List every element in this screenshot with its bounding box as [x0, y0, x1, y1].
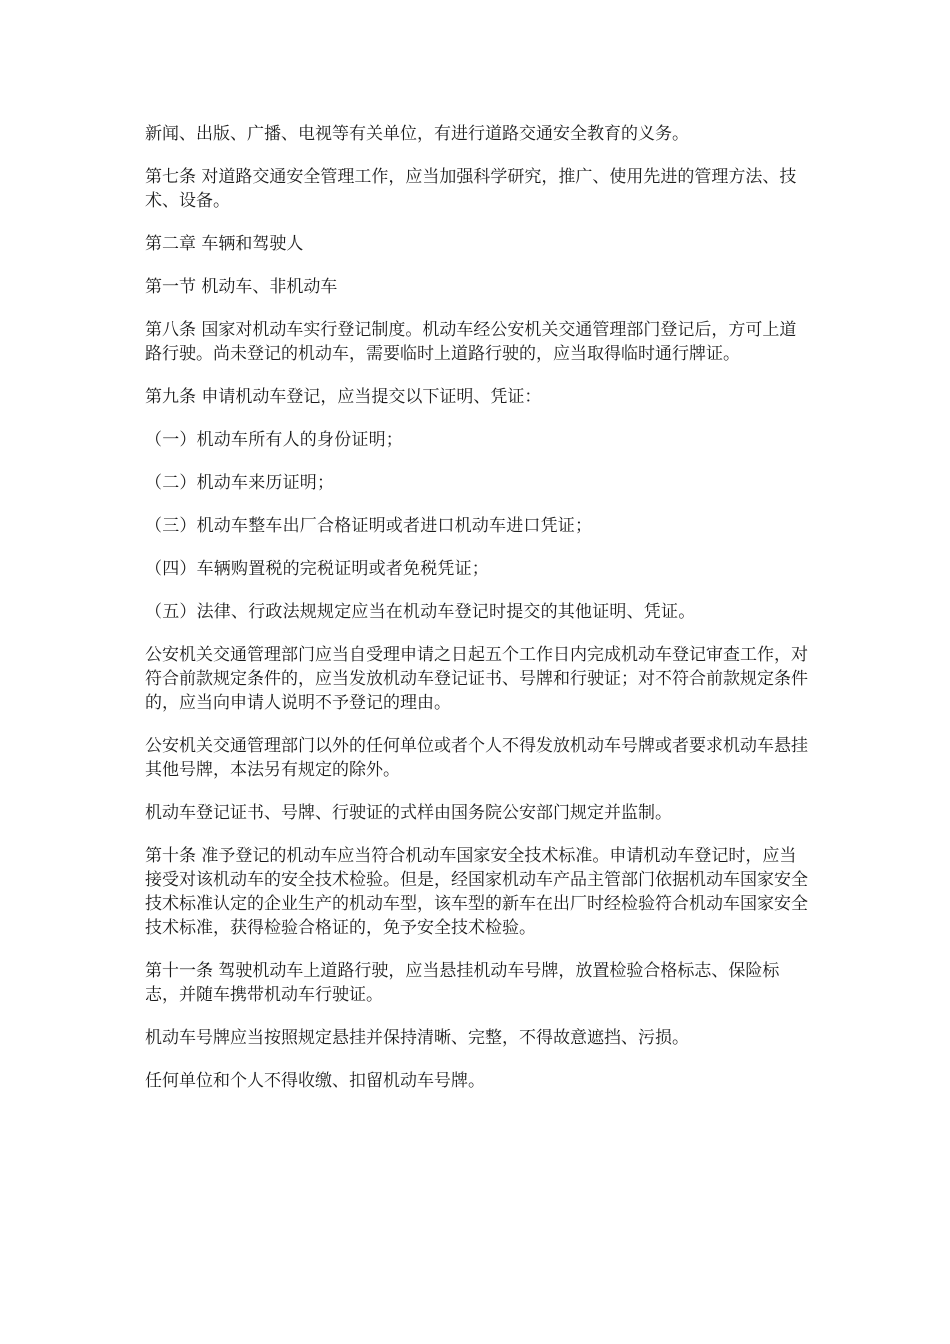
document-body [145, 122, 811, 1112]
paragraph-article-9: 第九条 申请机动车登记，应当提交以下证明、凭证： [145, 387, 542, 407]
paragraph-article-7: 第七条 对道路交通安全管理工作，应当加强科学研究，推广、使用先进的管理方法、技术、设备。 [145, 167, 797, 211]
paragraph-registration-review: 公安机关交通管理部门应当自受理申请之日起五个工作日内完成机动车登记审查工作，对符合前款规定条件的，应当发放机动车登记证书、号牌和行驶证；对不符合前款规定条件的，应当向申请人说明不予登记的理由。 [145, 645, 808, 713]
section-heading: 第一节 机动车、非机动车 [145, 277, 338, 297]
paragraph-article-8: 第八条 国家对机动车实行登记制度。机动车经公安机关交通管理部门登记后，方可上道路行驶。尚未登记的机动车，需要临时上道路行驶的，应当取得临时通行牌证。 [145, 320, 797, 364]
list-item-2: （二）机动车来历证明； [145, 473, 335, 493]
paragraph-plate-issuance: 公安机关交通管理部门以外的任何单位或者个人不得发放机动车号牌或者要求机动车悬挂其他号牌，本法另有规定的除外。 [145, 736, 808, 780]
list-item-4: （四）车辆购置税的完税证明或者免税凭证； [145, 559, 489, 579]
paragraph-article-10: 第十条 准予登记的机动车应当符合机动车国家安全技术标准。申请机动车登记时，应当接受对该机动车的安全技术检验。但是，经国家机动车产品主管部门依据机动车国家安全技术标准认定的企业生产的机动车型，该车型的新车在出厂时经检验符合机动车国家安全技术标准，获得检验合格证的，免予安全技术检验。 [145, 846, 808, 938]
list-item-1: （一）机动车所有人的身份证明； [145, 430, 403, 450]
list-item-5: （五）法律、行政法规规定应当在机动车登记时提交的其他证明、凭证。 [145, 602, 696, 622]
list-item-3: （三）机动车整车出厂合格证明或者进口机动车进口凭证； [145, 516, 593, 536]
paragraph-education-duty: 新闻、出版、广播、电视等有关单位，有进行道路交通安全教育的义务。 [145, 124, 689, 144]
paragraph-plate-seizure: 任何单位和个人不得收缴、扣留机动车号牌。 [145, 1071, 485, 1091]
paragraph-article-11: 第十一条 驾驶机动车上道路行驶，应当悬挂机动车号牌，放置检验合格标志、保险标志，并随车携带机动车行驶证。 [145, 961, 780, 1005]
paragraph-plate-display: 机动车号牌应当按照规定悬挂并保持清晰、完整，不得故意遮挡、污损。 [145, 1028, 689, 1048]
paragraph-certificate-style: 机动车登记证书、号牌、行驶证的式样由国务院公安部门规定并监制。 [145, 803, 672, 823]
chapter-heading: 第二章 车辆和驾驶人 [145, 234, 304, 254]
